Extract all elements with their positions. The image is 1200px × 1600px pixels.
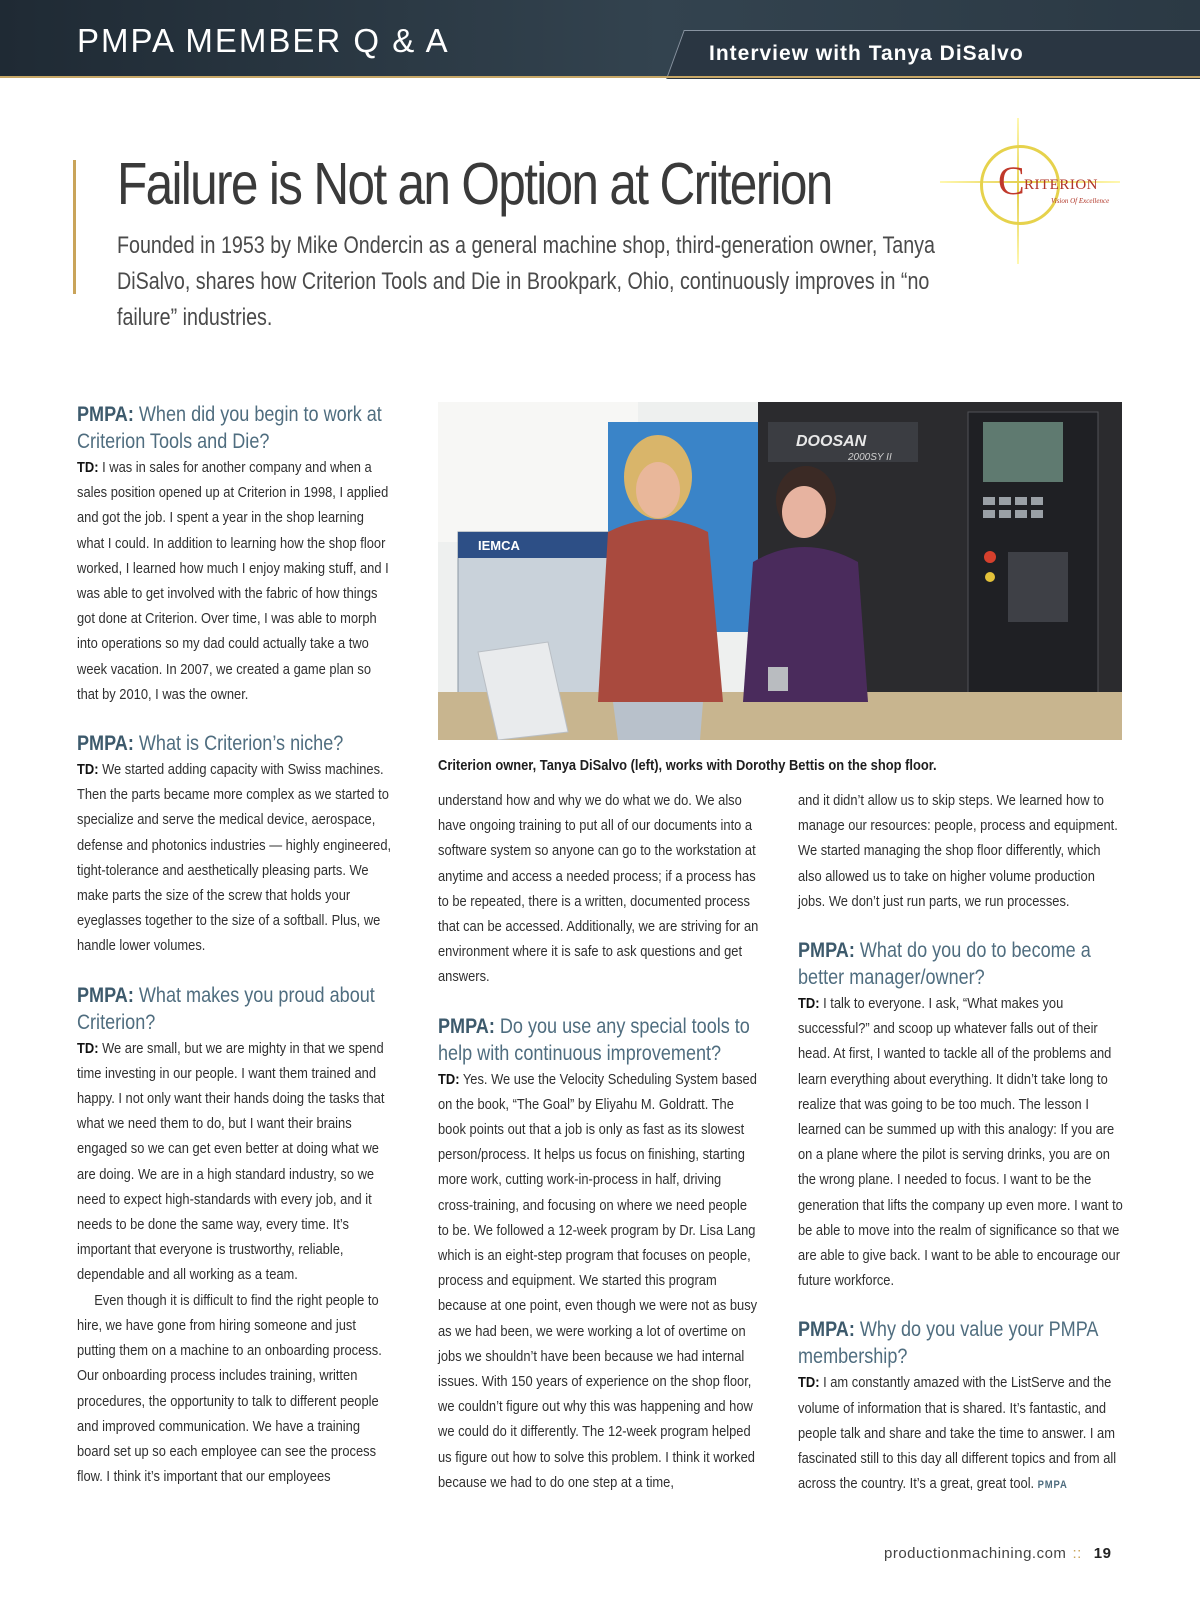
question-text: Why do you value your PMPA membership? — [798, 1318, 1098, 1369]
answer-6 — [798, 1370, 1125, 1498]
question-prefix: PMPA: — [77, 983, 134, 1007]
machine-brand-text: DOOSAN — [796, 433, 867, 450]
answer-text: We started adding capacity with Swiss machines. Then the parts became more complex as we started to specialize and serve the medical device, aerospace, defense and photonics industries — highly engineered, tight-tolerance and aesthetically pleasing parts. We make parts the size of the screw that holds your eyeglasses together to the size of a softball. Plus, we handle lower volumes. — [77, 761, 392, 955]
column-left — [77, 401, 395, 1489]
answer-text: I talk to everyone. I ask, “What makes you successful?” and scoop up whatever falls out of their head. At first, I wanted to tackle all of the problems and learn everything about everything. It didn’t take long to realize that was going to be too much. The lesson I learned can be summed up with this analogy: If you are on a plane where the pilot is serving drinks, you are on the wrong plane. I needed to focus. I want to be the generation that lifts the company up even more. I want to be able to move into the realm of significance so that we are able to give back. I want to be able to encourage our future workforce. — [798, 995, 1123, 1290]
logo-letter: C — [998, 158, 1025, 203]
answer-prefix: TD: — [798, 1374, 820, 1392]
answer-prefix: TD: — [77, 1039, 99, 1057]
question-3 — [77, 982, 394, 1036]
logo-word: RITERION — [1024, 177, 1098, 193]
answer-text: I am constantly amazed with the ListServe and the volume of information that is shared. It’s fantastic, and people talk and share and take the time to answer. I am fascinated still to this day all different topics and from all across the country. It’s a great, great tool. — [798, 1374, 1117, 1493]
question-4 — [438, 1013, 759, 1067]
article-deck: Founded in 1953 by Mike Ondercin as a general machine shop, third-generation owner, Tanya DiSalvo, shares how Criterion Tools and Die in Brookpark, Ohio, continuously improves in “no failure” industries. — [117, 232, 935, 331]
criterion-logo — [940, 118, 1120, 264]
question-5 — [798, 937, 1125, 991]
answer-4 — [438, 1067, 759, 1495]
question-text: Do you use any special tools to help with continuous improvement? — [438, 1014, 750, 1065]
header-rule — [0, 76, 1200, 78]
footer-site: productionmachining.com — [884, 1545, 1067, 1562]
footer-separator: :: — [1072, 1545, 1082, 1562]
answer-4-continued: and it didn’t allow us to skip steps. We learned how to manage our resources: people, process and equipment. We started managing the shop floor differently, which also allowed us to take on higher volume production jobs. We don’t just run parts, we run processes. — [798, 792, 1118, 910]
title-accent-bar — [73, 160, 76, 294]
question-prefix: PMPA: — [438, 1014, 495, 1038]
interview-label: Interview with Tanya DiSalvo — [709, 42, 1024, 65]
column-right — [798, 788, 1126, 1498]
page-footer — [884, 1545, 1111, 1562]
question-6 — [798, 1316, 1125, 1370]
answer-prefix: TD: — [798, 995, 820, 1013]
article-photo — [438, 402, 1122, 740]
answer-3-continued: Even though it is difficult to find the right people to hire, we have gone from hiring someone and just putting them on a machine to an onboarding process. Our onboarding process includes training, written procedures, the opportunity to talk to different people and improved communication. We have a training board set up so each employee can see the process flow. I think it’s important that our employees — [77, 1291, 382, 1486]
answer-3-continued-2: understand how and why we do what we do. We also have ongoing training to put all of our documents into a software system so anyone can go to the workstation at anytime and access a needed process; if a process has to be repeated, there is a written, documented process that can be accessed. Additionally, we are striving for an environment where it is safe to ask questions and get answers. — [438, 792, 759, 986]
question-text: When did you begin to work at Criterion Tools and Die? — [77, 403, 382, 453]
question-prefix: PMPA: — [798, 939, 855, 963]
article-headline: Failure is Not an Option at Criterion — [117, 151, 832, 217]
question-2 — [77, 730, 394, 757]
page-number: 19 — [1093, 1545, 1112, 1562]
question-prefix: PMPA: — [77, 403, 134, 426]
pmpa-end-mark: PMPA — [1037, 1479, 1068, 1492]
answer-text: We are small, but we are mighty in that we spend time investing in our people. I want them trained and happy. I not only want their hands doing the tasks that what we need them to do, but I want their brains engaged so we can get even better at doing what we are doing. We are in a high standard industry, so we need to expect high-standards with every job, and it needs to be done the same way, every time. It’s important that everyone is trustworthy, reliable, dependable and all working as a team. — [77, 1039, 385, 1284]
header-bar — [0, 0, 1200, 78]
question-prefix: PMPA: — [77, 732, 134, 756]
question-text: What makes you proud about Criterion? — [77, 983, 375, 1034]
question-text: What is Criterion’s niche? — [138, 732, 344, 756]
answer-text: I was in sales for another company and when a sales position opened up at Criterion in 1998, I applied and got the job. I spent a year in the shop learning what I could. In addition to learning how the shop floor worked, I learned how much I enjoy making stuff, and I was able to get involved with the fabric of how things got done at Criterion. Over time, I was able to morph into operations so my dad could actually take a two week vacation. In 2007, we created a game plan so that by 2010, I was the owner. — [77, 459, 389, 703]
answer-2 — [77, 757, 394, 959]
answer-3 — [77, 1036, 394, 1288]
photo-caption: Criterion owner, Tanya DiSalvo (left), works with Dorothy Bettis on the shop floor. — [438, 757, 937, 774]
shop-floor-photo-illustration — [438, 402, 1122, 740]
question-1 — [77, 401, 394, 455]
logo-tagline: Vision Of Excellence — [1051, 197, 1110, 205]
answer-prefix: TD: — [77, 761, 99, 779]
answer-prefix: TD: — [438, 1070, 460, 1088]
answer-5 — [798, 991, 1125, 1293]
machine-model-text: 2000SY II — [848, 452, 892, 463]
feeder-brand-text: IEMCA — [478, 538, 520, 553]
answer-text: Yes. We use the Velocity Scheduling System based on the book, “The Goal” by Eliyahu M. Goldratt. The book points out that a job is only as fast as its slowest person/process. It helps us focus on finishing, starting more work, cutting work-in-process in half, driving cross-training, and focusing on where we need people to be. We followed a 12-week program by Dr. Lisa Lang which is an eight-step program that focuses on people, process and equipment. We started this program because at one point, even though we were not as busy as we had been, we were working a lot of overtime on jobs we shouldn’t have been because we had internal issues. With 150 years of experience on the shop floor, we couldn’t figure out why this was happening and how we could do it differently. The 12-week program helped us figure out how to solve this problem. I think it worked because we had to do one step at a time, — [438, 1070, 758, 1491]
answer-prefix: TD: — [77, 459, 99, 476]
answer-1 — [77, 455, 394, 707]
question-prefix: PMPA: — [798, 1318, 855, 1342]
column-middle — [438, 788, 760, 1495]
section-title: PMPA MEMBER Q & A — [77, 22, 450, 59]
question-text: What do you do to become a better manager/owner? — [798, 939, 1091, 990]
